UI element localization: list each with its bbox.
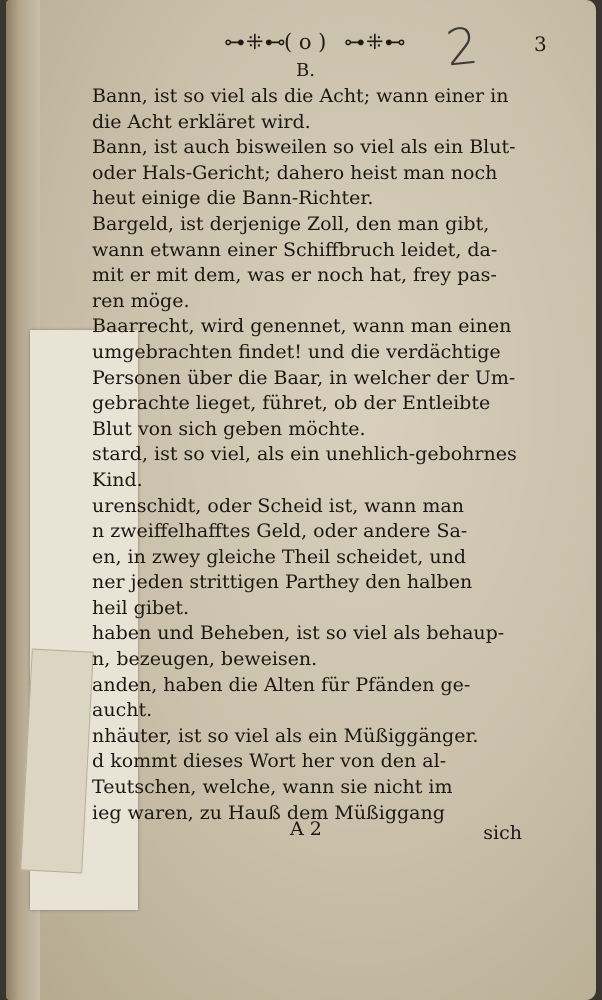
text-line: die Acht erkläret wird. — [92, 110, 311, 133]
section-letter: B. — [296, 60, 315, 81]
torn-paper-fragment — [20, 649, 94, 874]
ornament-right: ⊶⁜⊷ — [344, 30, 407, 54]
header-signature: ( o ) — [284, 30, 327, 54]
text-line: ner jeden strittigen Parthey den halben — [92, 571, 473, 594]
text-line: urenschidt, oder Scheid ist, wann man — [92, 494, 464, 517]
text-line: Personen über die Baar, in welcher der Um- — [92, 366, 516, 389]
text-line: Kind. — [92, 468, 143, 491]
text-line: anden, haben die Alten für Pfänden ge- — [92, 673, 471, 696]
text-line: aucht. — [92, 699, 153, 722]
text-line: n, bezeugen, beweisen. — [92, 648, 318, 671]
text-line: mit er mit dem, was er noch hat, frey pas- — [92, 264, 497, 287]
text-line: Baarrecht, wird genennet, wann man einen — [92, 315, 512, 338]
page-header — [206, 28, 586, 68]
text-line: ieg waren, zu Hauß dem Müßiggang — [92, 801, 445, 824]
text-line: Bann, ist auch bisweilen so viel als ein Blut- — [92, 136, 516, 159]
signature-mark: A 2 — [290, 818, 322, 840]
text-line: heil gibet. — [92, 596, 189, 619]
page-number: 3 — [534, 32, 547, 56]
text-line: Blut von sich geben möchte. — [92, 417, 366, 440]
text-line: Teutschen, welche, wann sie nicht im — [92, 776, 453, 799]
text-line: Bann, ist so viel als die Acht; wann einer in — [92, 85, 509, 107]
text-line: oder Hals-Gericht; dahero heist man noch — [92, 161, 498, 184]
handwritten-mark: 2 — [443, 16, 481, 78]
page-footer — [84, 818, 544, 848]
text-line: haben und Beheben, ist so viel als behaup- — [92, 622, 505, 645]
text-line: gebrachte lieget, führet, ob der Entleibte — [92, 392, 491, 415]
book-page — [6, 0, 596, 1000]
text-line: en, in zwey gleiche Theil scheidet, und — [92, 545, 466, 568]
ornament-left: ⊶⁜⊷ — [224, 30, 287, 54]
text-line: wann etwann einer Schiffbruch leidet, da- — [92, 238, 498, 261]
text-line: heut einige die Bann-Richter. — [92, 187, 374, 210]
text-line: Bargeld, ist derjenige Zoll, den man gibt, — [92, 212, 490, 235]
text-line: ren möge. — [92, 289, 190, 312]
body-text — [92, 84, 554, 826]
text-line: d kommt dieses Wort her von den al- — [92, 750, 447, 773]
text-line: umgebrachten findet! und die verdächtige — [92, 340, 501, 363]
text-line: nhäuter, ist so viel als ein Müßiggänger. — [92, 724, 479, 747]
text-line: stard, ist so viel, als ein unehlich-gebohrnes — [92, 443, 517, 466]
catchword: sich — [483, 822, 522, 844]
text-line: n zweiffelhafftes Geld, oder andere Sa- — [92, 520, 468, 543]
